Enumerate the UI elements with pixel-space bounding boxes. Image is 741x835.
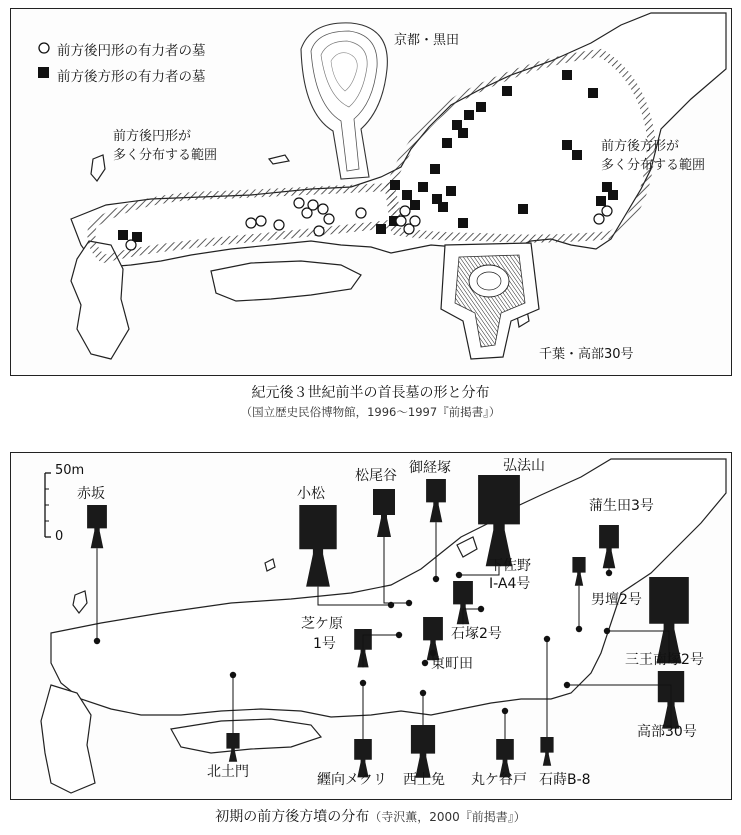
tomb-name-label: 石塚2号 — [451, 626, 502, 642]
tomb-plan-silhouette — [540, 737, 553, 766]
scale-bar — [45, 473, 51, 537]
tomb-name-label: 松尾谷 — [355, 468, 397, 484]
bottom-caption — [0, 806, 741, 826]
tomb-name-label: 芝ケ原 — [301, 616, 343, 632]
island — [265, 559, 275, 571]
tomb-name-label: 三王南塚2号 — [625, 652, 704, 668]
tomb-name-label: 丸ケ谷戸 — [471, 772, 527, 788]
kyoto-kuroda-label: 京都・黒田 — [394, 33, 460, 48]
round-tomb-marker — [246, 218, 256, 228]
chiba-label: 千葉・高部30号 — [539, 347, 634, 362]
shikoku-landmass — [171, 719, 321, 753]
tomb-location-dot — [422, 660, 428, 666]
tomb-location-dot — [456, 572, 462, 578]
tomb-name-label: 1号 — [313, 636, 336, 652]
square-tomb-marker — [376, 224, 386, 234]
square-tomb-marker — [596, 196, 606, 206]
tomb-location-dot — [433, 576, 439, 582]
tomb-location-dot — [478, 606, 484, 612]
tomb-name-label: 纒向メクリ — [317, 772, 387, 788]
round-tomb-marker — [256, 216, 266, 226]
round-tomb-marker — [396, 216, 406, 226]
top-distribution-map — [10, 8, 732, 376]
tomb-name-label: 北土門 — [207, 764, 249, 780]
tomb-location-dot — [94, 638, 100, 644]
round-tomb-marker — [410, 216, 420, 226]
square-tomb-marker — [418, 182, 428, 192]
square-tomb-marker — [458, 218, 468, 228]
bottom-distribution-map — [10, 452, 732, 800]
tomb-plan-silhouette — [87, 505, 107, 548]
round-tomb-marker — [274, 220, 284, 230]
tomb-name-label: 弘法山 — [503, 458, 545, 474]
round-tomb-marker — [308, 200, 318, 210]
tomb-name-label: Ⅰ-A4号 — [489, 576, 531, 592]
tomb-plan-silhouette — [226, 733, 239, 762]
round-tomb-marker — [324, 214, 334, 224]
tomb-plan-silhouette — [373, 489, 395, 537]
square-tomb-marker — [572, 150, 582, 160]
round-tomb-marker — [318, 204, 328, 214]
square-tomb-marker — [442, 138, 452, 148]
square-tomb-marker — [562, 70, 572, 80]
bottom-caption-source: （寺沢薫，2000『前掲書』） — [369, 810, 526, 824]
tomb-location-dot — [606, 570, 612, 576]
tomb-name-label: 小松 — [297, 486, 325, 502]
round-tomb-marker — [126, 240, 136, 250]
tomb-location-dot — [502, 708, 508, 714]
tomb-name-label: 男壇2号 — [591, 592, 642, 608]
tomb-name-label: 東町田 — [431, 656, 473, 672]
scale-top-label: 50m — [55, 463, 85, 478]
square-tomb-marker — [588, 88, 598, 98]
square-tomb-marker — [438, 202, 448, 212]
east-area-label-line1: 前方後方形が — [601, 139, 680, 154]
tomb-name-label: 蒲生田3号 — [589, 498, 654, 514]
round-tomb-marker — [602, 206, 612, 216]
round-tomb-marker — [594, 214, 604, 224]
square-tomb-marker — [390, 180, 400, 190]
island — [73, 591, 87, 613]
round-tomb-marker — [400, 206, 410, 216]
tomb-location-dot — [564, 682, 570, 688]
square-tomb-marker — [430, 164, 440, 174]
square-tomb-marker — [464, 110, 474, 120]
tomb-location-dot — [396, 632, 402, 638]
tomb-location-dot — [360, 680, 366, 686]
square-tomb-marker — [458, 128, 468, 138]
tomb-location-dot — [576, 626, 582, 632]
scale-bottom-label: 0 — [55, 529, 64, 544]
square-tomb-marker — [402, 190, 412, 200]
west-area-label-line2: 多く分布する範囲 — [113, 148, 218, 163]
square-tomb-marker — [476, 102, 486, 112]
square-tomb-marker — [518, 204, 528, 214]
tomb-name-label: 下佐野 — [489, 558, 531, 574]
tomb-location-dot — [604, 628, 610, 634]
tomb-location-dot — [230, 672, 236, 678]
square-tomb-marker — [446, 186, 456, 196]
top-map-markers — [11, 9, 731, 375]
square-tomb-marker — [410, 200, 420, 210]
round-tomb-marker — [356, 208, 366, 218]
top-caption: 紀元後３世紀前半の首長墓の形と分布 — [251, 385, 490, 401]
square-tomb-marker — [608, 190, 618, 200]
tomb-name-label: 赤坂 — [77, 486, 105, 502]
square-tomb-marker — [118, 230, 128, 240]
round-tomb-marker — [294, 198, 304, 208]
legend-square-label: 前方後方形の有力者の墓 — [57, 69, 206, 85]
tomb-name-label: 西上免 — [403, 772, 445, 788]
tomb-plan-silhouette — [426, 479, 446, 522]
tomb-name-label: 御経塚 — [409, 460, 451, 476]
bottom-caption-title: 初期の前方後方墳の分布 — [215, 809, 370, 825]
tomb-name-label: 高部30号 — [637, 724, 697, 740]
round-tomb-marker — [314, 226, 324, 236]
tomb-name-label: 石蒔B-8 — [539, 772, 591, 788]
tomb-location-dot — [406, 600, 412, 606]
top-source: （国立歴史民俗博物館，1996～1997『前掲書』） — [240, 405, 501, 419]
east-area-label-line2: 多く分布する範囲 — [601, 158, 706, 173]
legend-keyhole-label: 前方後円形の有力者の墓 — [57, 43, 206, 59]
square-tomb-marker — [562, 140, 572, 150]
tomb-location-dot — [420, 690, 426, 696]
tomb-location-dot — [544, 636, 550, 642]
square-tomb-marker — [502, 86, 512, 96]
tomb-plan-silhouette — [299, 505, 336, 587]
west-area-label-line1: 前方後円形が — [113, 129, 192, 144]
